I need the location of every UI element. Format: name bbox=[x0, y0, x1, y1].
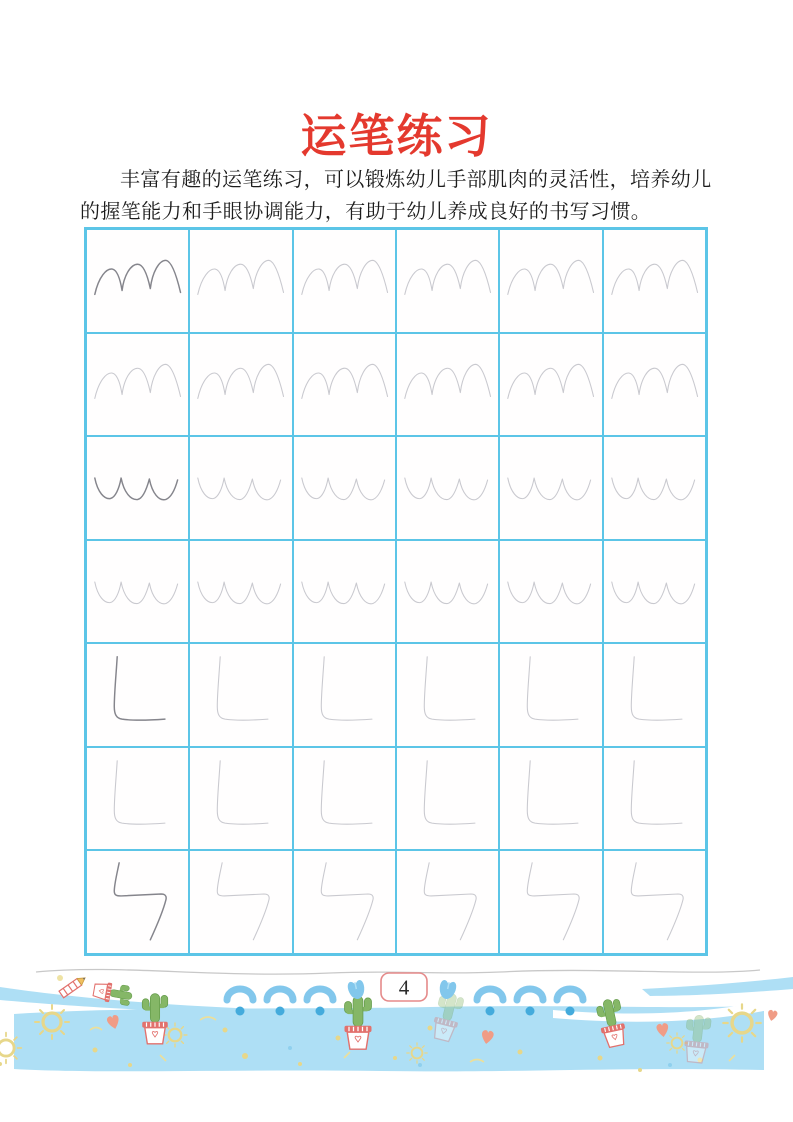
footer-art bbox=[0, 960, 793, 1122]
practice-cell bbox=[86, 333, 189, 437]
practice-cell bbox=[396, 436, 499, 540]
practice-cell bbox=[499, 229, 602, 333]
practice-cell bbox=[396, 229, 499, 333]
practice-cell bbox=[603, 643, 706, 747]
pencil-icon bbox=[59, 975, 87, 998]
practice-cell bbox=[603, 540, 706, 644]
practice-cell bbox=[603, 436, 706, 540]
footer-swoosh-right bbox=[642, 977, 793, 996]
practice-cell bbox=[396, 540, 499, 644]
practice-cell bbox=[86, 436, 189, 540]
practice-cell bbox=[189, 850, 292, 954]
intro-line-1: 丰富有趣的运笔练习，可以锻炼幼儿手部肌肉的灵活性，培养幼儿 bbox=[120, 167, 712, 191]
page-number-badge bbox=[381, 973, 427, 1001]
practice-cell bbox=[499, 643, 602, 747]
practice-cell bbox=[499, 333, 602, 437]
practice-cell bbox=[603, 229, 706, 333]
practice-cell bbox=[86, 229, 189, 333]
practice-cell bbox=[293, 436, 396, 540]
practice-cell bbox=[293, 850, 396, 954]
practice-cell bbox=[86, 540, 189, 644]
practice-cell bbox=[293, 229, 396, 333]
practice-cell bbox=[293, 540, 396, 644]
practice-cell bbox=[293, 643, 396, 747]
practice-cell bbox=[396, 850, 499, 954]
practice-cell bbox=[603, 747, 706, 851]
practice-cell bbox=[396, 333, 499, 437]
practice-cell bbox=[499, 436, 602, 540]
practice-cell bbox=[396, 643, 499, 747]
practice-cell bbox=[603, 333, 706, 437]
tulip-icon bbox=[347, 979, 367, 1000]
practice-cell bbox=[86, 850, 189, 954]
practice-cell bbox=[499, 850, 602, 954]
heart-icon bbox=[767, 1009, 778, 1022]
practice-cell bbox=[603, 850, 706, 954]
page-title: 运笔练习 bbox=[300, 110, 493, 162]
practice-cell bbox=[293, 333, 396, 437]
intro-line-2: 的握笔能力和手眼协调能力，有助于幼儿养成良好的书写习惯。 bbox=[80, 199, 652, 223]
intro-paragraph bbox=[80, 163, 720, 227]
practice-cell bbox=[86, 643, 189, 747]
practice-cell bbox=[189, 540, 292, 644]
practice-cell bbox=[499, 540, 602, 644]
practice-cell bbox=[189, 333, 292, 437]
practice-cell bbox=[293, 747, 396, 851]
practice-cell bbox=[499, 747, 602, 851]
practice-cell bbox=[86, 747, 189, 851]
practice-grid bbox=[84, 227, 708, 956]
page-number: 4 bbox=[398, 975, 410, 1000]
practice-cell bbox=[189, 747, 292, 851]
practice-cell bbox=[189, 643, 292, 747]
practice-cell bbox=[189, 229, 292, 333]
practice-cell bbox=[189, 436, 292, 540]
practice-cell bbox=[396, 747, 499, 851]
footer-decoration bbox=[0, 960, 793, 1122]
